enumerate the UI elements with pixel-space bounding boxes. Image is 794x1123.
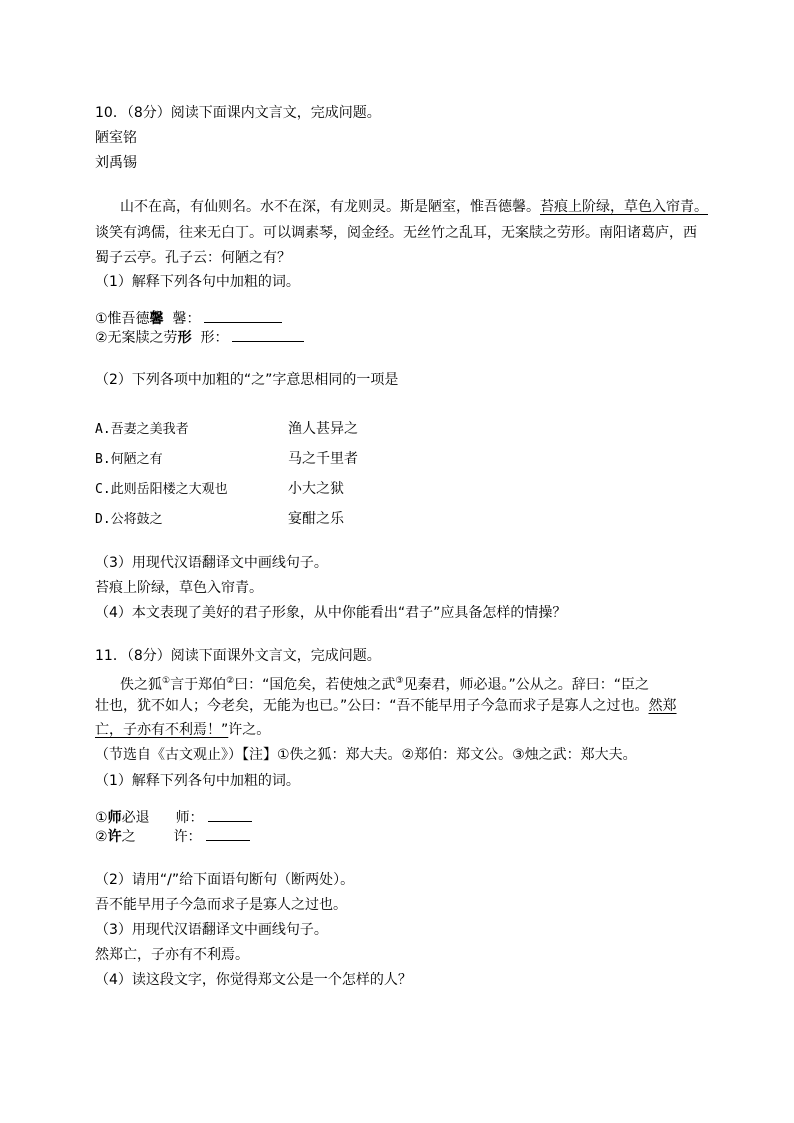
q11-sub2-sentence: 吾不能早用子今急而求子是寡人之过也。 bbox=[95, 897, 347, 913]
q11-header: 11．（8分）阅读下面课外文言文，完成问题。 bbox=[95, 648, 381, 664]
q11-source-notes: （节选自《古文观止》）【注】①佚之狐：郑大夫。②郑伯：郑文公。③烛之武：郑大夫。 bbox=[95, 747, 637, 763]
q10-sub3-sentence: 苔痕上阶绿，草色入帘青。 bbox=[95, 580, 263, 596]
bold-word: 许 bbox=[107, 829, 122, 845]
q10-header: 10．（8分）阅读下面课内文言文，完成问题。 bbox=[95, 105, 381, 121]
q11-passage-line-3: 亡，子亦有不利焉！”许之。 bbox=[95, 722, 271, 738]
q10-sub1: （1）解释下列各句中加粗的词。 bbox=[95, 274, 300, 290]
q10-sub2: （2）下列各项中加粗的“之”字意思相同的一项是 bbox=[95, 372, 399, 388]
q11-item-2: ②许之 许： bbox=[95, 826, 250, 847]
footnote-mark: ① bbox=[162, 676, 171, 686]
q10-title: 陋室铭 bbox=[95, 130, 137, 146]
answer-blank[interactable] bbox=[204, 308, 282, 323]
q10-passage-line-1: 山不在高，有仙则名。水不在深，有龙则灵。斯是陋室，惟吾德馨。苔痕上阶绿，草色入帘青。 bbox=[120, 199, 708, 215]
footnote-mark: ③ bbox=[395, 676, 404, 686]
q11-item-1: ①师必退 师： bbox=[95, 807, 252, 828]
q10-sub4: （4）本文表现了美好的君子形象，从中你能看出“君子”应具备怎样的情操？ bbox=[95, 605, 567, 621]
q10-item-2: ②无案牍之劳形 形： bbox=[95, 327, 304, 348]
q11-passage-line-2: 壮也，犹不如人；今老矣，无能为也已。”公曰：“吾不能早用子今急而求子是寡人之过也。然郑 bbox=[95, 698, 677, 714]
q11-sub2: （2）请用“/”给下面语句断句（断两处）。 bbox=[95, 872, 355, 888]
answer-blank[interactable] bbox=[208, 807, 252, 822]
q10-underlined-sentence: 苔痕上阶绿，草色入帘青。 bbox=[540, 199, 708, 215]
answer-blank[interactable] bbox=[232, 327, 304, 342]
q11-passage-line-1: 佚之狐①言于郑伯②曰：“国危矣，若使烛之武③见秦君，师必退。”公从之。辞曰：“臣之 bbox=[120, 676, 650, 693]
q10-item-1: ①惟吾德馨 馨： bbox=[95, 308, 282, 329]
footnote-mark: ② bbox=[226, 676, 235, 686]
q10-sub3: （3）用现代汉语翻译文中画线句子。 bbox=[95, 555, 328, 571]
q11-underlined-sentence-end: 亡，子亦有不利焉！” bbox=[95, 722, 229, 738]
bold-word: 形 bbox=[177, 330, 192, 346]
document-page: 10．（8分）阅读下面课内文言文，完成问题。 陋室铭 刘禹锡 山不在高，有仙则名。水不在深，有龙则灵。斯是陋室，惟吾德馨。苔痕上阶绿，草色入帘青。 谈笑有鸿儒，往来无白丁。可以调素琴，阅金经。无丝竹之乱耳，无案牍之劳形。南阳诸葛庐，西 蜀子云亭。孔子云：何陋之有？ （1）解释下列各句中加粗的词。 ①惟吾德馨 馨： ②无案牍之劳形 形： （2）下列各项中加粗的“之”字意思相同的一项是 A.吾妻之美我者 渔人甚异之 B.何陋之有 马之千里者 C.此则岳阳楼之大观也 小大之狱 D.公将鼓之 宴酣之乐 （3）用现代汉语翻译文中画线句子。 苔痕上阶绿，草色入帘青。 （4）本文表现了美好的君子形象，从中你能看出“君子”应具备怎样的情操？ 11．（8分）阅读下面课外文言文，完成问题。 佚之狐①言于郑伯②曰：“国危矣，若使烛之武③见秦君，师必退。”公从之。辞曰：“臣之 壮也，犹不如人；今老矣，无能为也已。”公曰：“吾不能早用子今急而求子是寡人之过也。然郑 亡，子亦有不利焉！”许之。 （节选自《古文观止》）【注】①佚之狐：郑大夫。②郑伯：郑文公。③烛之武：郑大夫。 （1）解释下列各句中加粗的词。 ①师必退 师： ②许之 许： （2）请用“/”给下面语句断句（断两处）。 吾不能早用子今急而求子是寡人之过也。 （3）用现代汉语翻译文中画线句子。 然郑亡，子亦有不利焉。 （4）读这段文字，你觉得郑文公是一个怎样的人？ bbox=[95, 105, 708, 988]
q11-sub4: （4）读这段文字，你觉得郑文公是一个怎样的人？ bbox=[95, 972, 412, 988]
q10-author: 刘禹锡 bbox=[95, 155, 137, 171]
q11-sub3: （3）用现代汉语翻译文中画线句子。 bbox=[95, 922, 328, 938]
q10-passage-line-3: 蜀子云亭。孔子云：何陋之有？ bbox=[95, 250, 291, 266]
q11-underlined-sentence-start: 然郑 bbox=[648, 698, 677, 714]
q11-sub3-sentence: 然郑亡，子亦有不利焉。 bbox=[95, 947, 249, 963]
q10-passage-line-2: 谈笑有鸿儒，往来无白丁。可以调素琴，阅金经。无丝竹之乱耳，无案牍之劳形。南阳诸葛庐，西 bbox=[95, 225, 697, 241]
answer-blank[interactable] bbox=[206, 826, 250, 841]
bold-word: 师 bbox=[107, 810, 122, 826]
bold-word: 馨 bbox=[149, 311, 164, 327]
q11-sub1: （1）解释下列各句中加粗的词。 bbox=[95, 773, 300, 789]
